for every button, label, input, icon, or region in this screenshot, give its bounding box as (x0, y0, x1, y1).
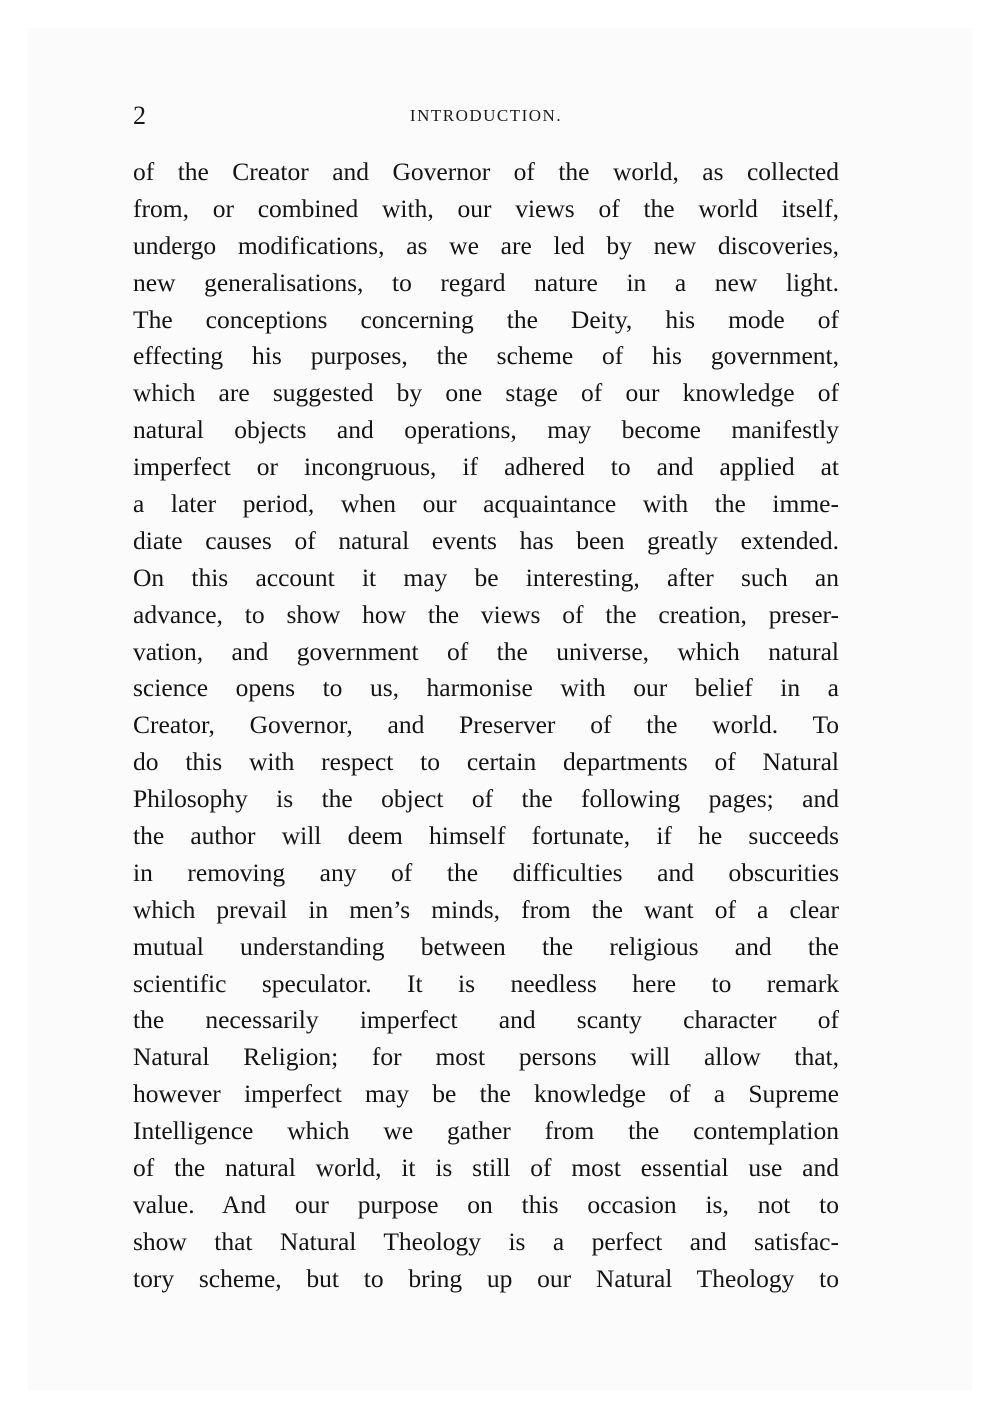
text-line: new generalisations, to regard nature in a new light. (133, 267, 839, 297)
page-header (133, 100, 839, 132)
text-line: Creator, Governor, and Preserver of the world. To (133, 710, 839, 740)
text-line: do this with respect to certain departments of Natural (133, 747, 839, 777)
text-line: from, or combined with, our views of the world itself, (133, 193, 839, 223)
text-line: which are suggested by one stage of our knowledge of (133, 378, 839, 408)
text-line: scientific speculator. It is needless here to remark (133, 968, 839, 998)
text-line: On this account it may be interesting, after such an (133, 562, 839, 592)
text-line: science opens to us, harmonise with our belief in a (133, 673, 839, 703)
text-line: diate causes of natural events has been greatly extended. (133, 525, 839, 555)
text-line: tory scheme, but to bring up our Natural Theology to (133, 1263, 839, 1293)
text-line: show that Natural Theology is a perfect and satisfac- (133, 1226, 839, 1256)
text-line: value. And our purpose on this occasion is, not to (133, 1189, 839, 1219)
body-text (133, 154, 839, 1298)
page-number: 2 (133, 101, 146, 130)
running-head: INTRODUCTION. (409, 106, 563, 125)
text-line: The conceptions concerning the Deity, his mode of (133, 304, 839, 334)
text-line: Intelligence which we gather from the contemplation (133, 1116, 839, 1146)
text-line: advance, to show how the views of the creation, preser- (133, 599, 839, 629)
text-line: natural objects and operations, may become manifestly (133, 415, 839, 445)
text-line: however imperfect may be the knowledge of a Supreme (133, 1079, 839, 1109)
text-line: the necessarily imperfect and scanty character of (133, 1005, 839, 1035)
text-line: vation, and government of the universe, which natural (133, 636, 839, 666)
text-line: imperfect or incongruous, if adhered to and applied at (133, 452, 839, 482)
text-line: a later period, when our acquaintance with the imme- (133, 489, 839, 519)
text-line: of the natural world, it is still of most essential use and (133, 1153, 839, 1183)
text-line: which prevail in men’s minds, from the want of a clear (133, 894, 839, 924)
text-line: mutual understanding between the religious and the (133, 931, 839, 961)
text-line: Natural Religion; for most persons will allow that, (133, 1042, 839, 1072)
text-line: effecting his purposes, the scheme of his government, (133, 341, 839, 371)
text-line: in removing any of the difficulties and obscurities (133, 857, 839, 887)
text-line: of the Creator and Governor of the world, as collected (133, 157, 839, 186)
text-line: the author will deem himself fortunate, if he succeeds (133, 821, 839, 851)
text-line: Philosophy is the object of the following pages; and (133, 784, 839, 814)
text-line: undergo modifications, as we are led by new discoveries, (133, 230, 839, 260)
